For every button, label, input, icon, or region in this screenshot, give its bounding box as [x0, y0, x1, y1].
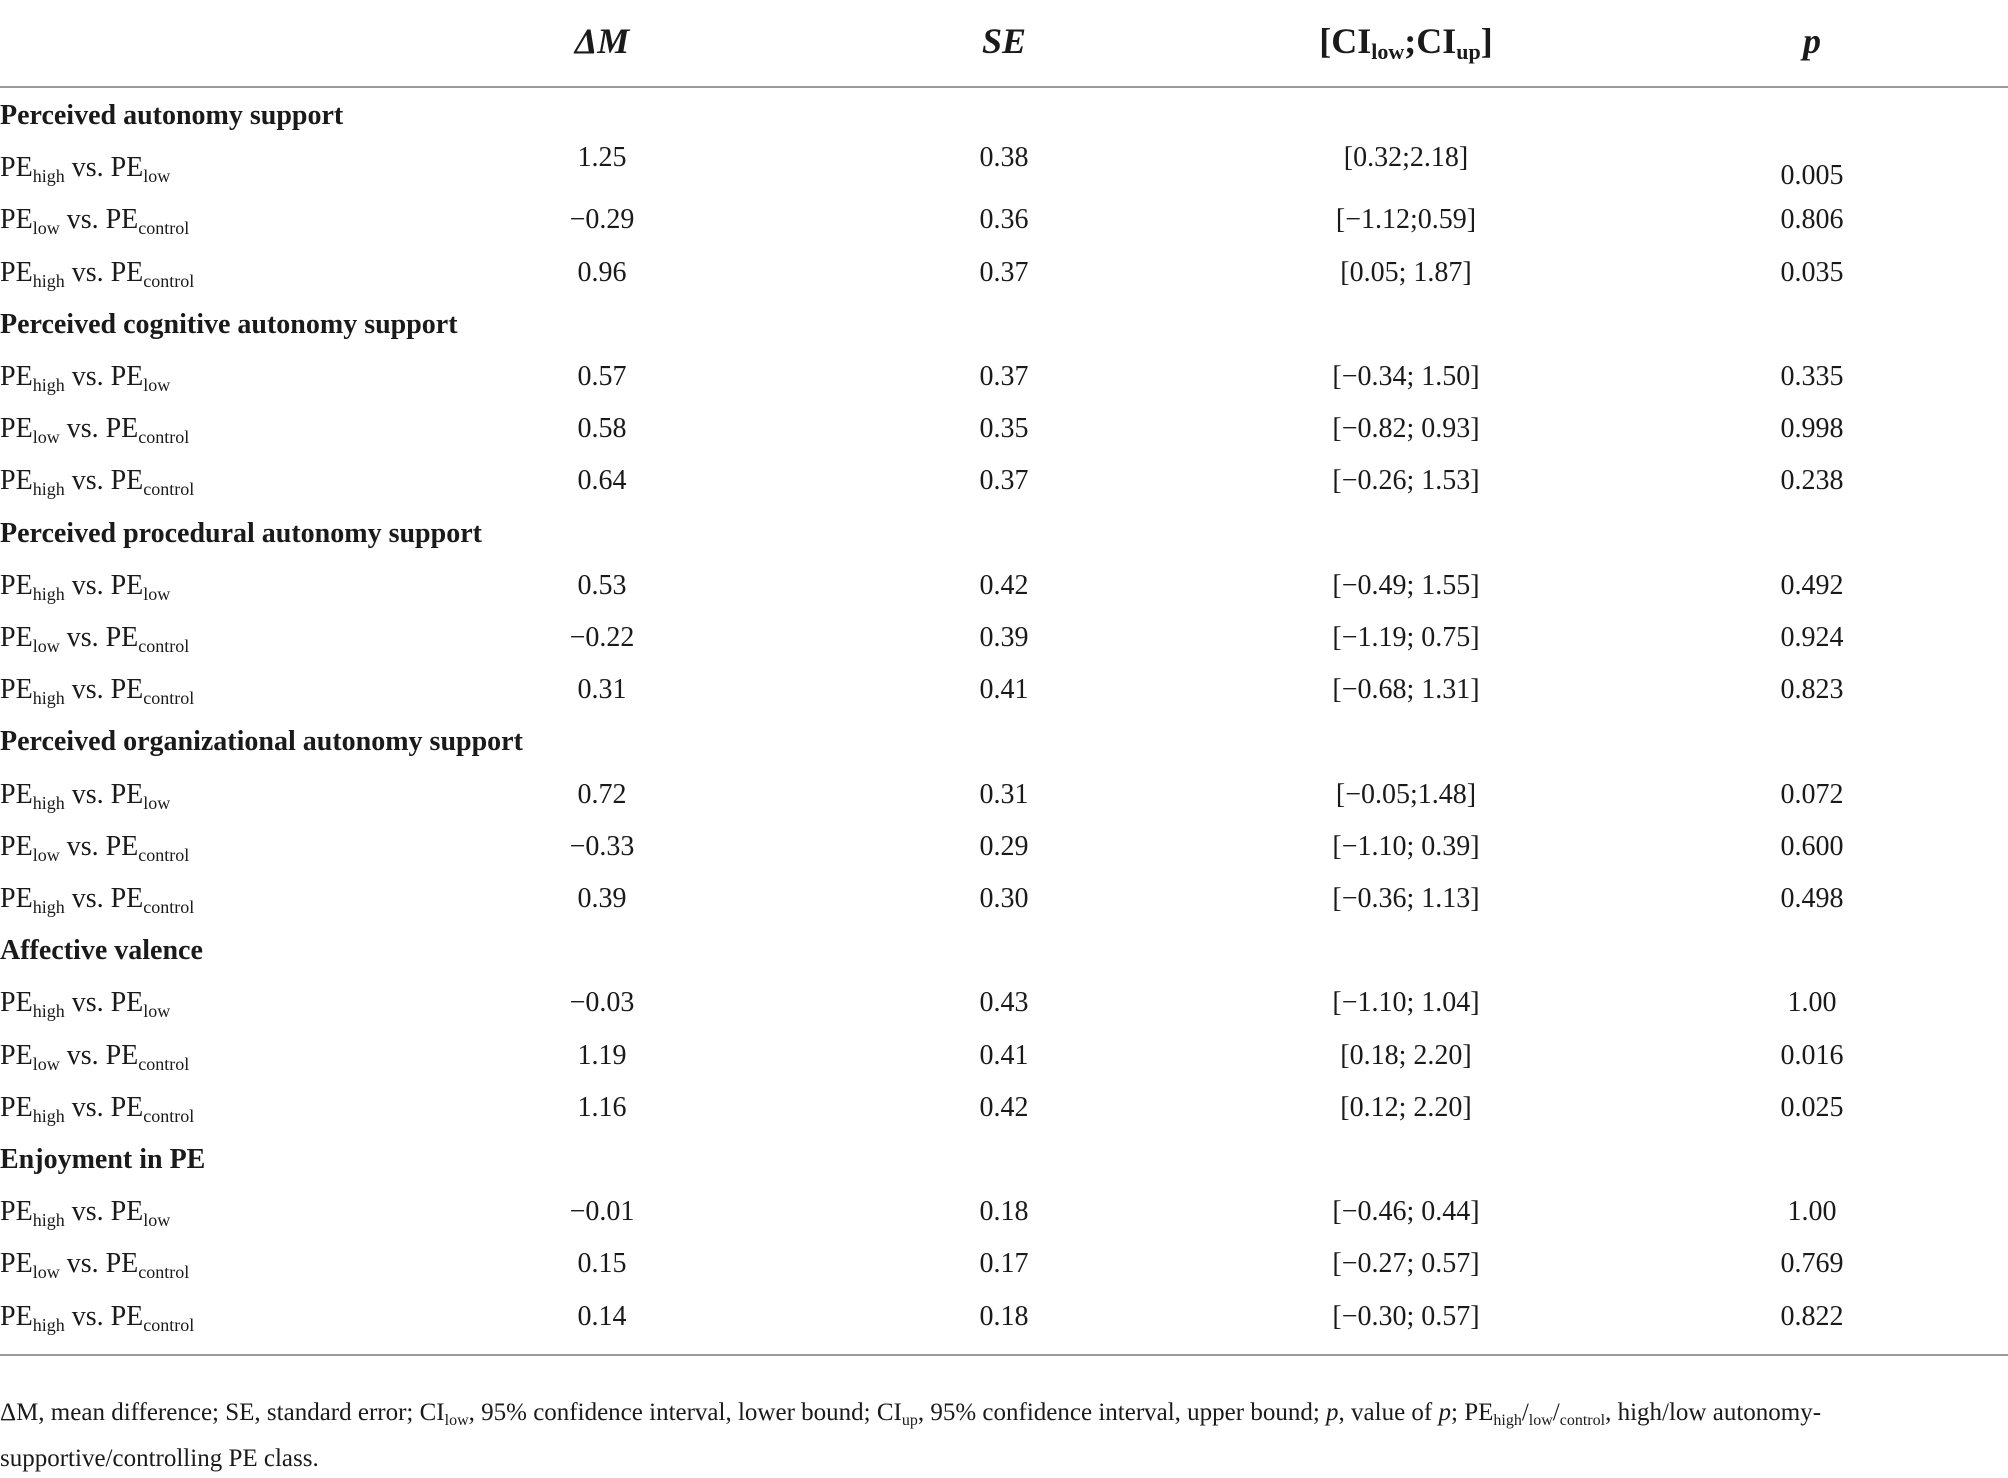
section-row [0, 927, 2008, 979]
cell-p: 0.600 [1780, 830, 1844, 862]
comparison-group-a-sub: high [32, 479, 65, 500]
cell-delta-m: 0.31 [577, 674, 627, 706]
section-row [0, 1136, 2008, 1188]
comparison-vs: vs. [59, 622, 106, 653]
footnote-text: , value of [1338, 1399, 1439, 1426]
section-row [0, 92, 2008, 144]
comparison-group-a: PE [0, 569, 33, 601]
cell-ci: [−0.05;1.48] [1335, 778, 1477, 810]
cell-delta-m: 0.57 [577, 361, 627, 392]
table-bottom-rule [0, 1354, 2008, 1356]
comparison-label [0, 1196, 170, 1231]
table-row [0, 1084, 2008, 1136]
comparison-label [0, 361, 170, 396]
comparison-label [0, 152, 170, 187]
footnote-italic-p: p [1326, 1399, 1339, 1426]
comparison-group-b-sub: low [143, 792, 171, 813]
comparison-group-b: PE [105, 1248, 139, 1280]
comparison-label [0, 1248, 189, 1283]
cell-p: 0.238 [1780, 465, 1844, 497]
comparison-group-b: PE [105, 622, 139, 653]
comparison-group-a: PE [0, 361, 33, 392]
comparison-vs: vs. [59, 204, 106, 236]
section-title: Affective valence [0, 935, 203, 967]
footnote-italic-p: p [1438, 1399, 1452, 1426]
cell-delta-m: −0.22 [569, 622, 635, 653]
cell-delta-m: 1.16 [577, 1091, 627, 1123]
cell-se: 0.36 [979, 204, 1029, 236]
comparison-group-b-sub: low [143, 1210, 171, 1231]
ci-header-open: [CI [1319, 21, 1372, 61]
cell-delta-m: 0.53 [577, 569, 627, 601]
comparison-group-b-sub: control [138, 1262, 190, 1283]
comparison-vs: vs. [64, 883, 111, 914]
footnote-text: ; PE [1451, 1399, 1494, 1426]
cell-ci: [−1.19; 0.75] [1332, 622, 1480, 653]
footnote-sub: high [1493, 1412, 1522, 1429]
cell-delta-m: −0.33 [569, 830, 635, 862]
cell-delta-m: −0.29 [569, 204, 635, 236]
cell-ci: [−0.34; 1.50] [1332, 361, 1480, 392]
comparison-label [0, 622, 189, 657]
cell-p: 0.072 [1780, 778, 1844, 810]
col-header-se: SE [981, 21, 1027, 61]
comparison-group-a-sub: low [32, 427, 60, 448]
comparison-group-b: PE [110, 883, 144, 914]
cell-delta-m: 0.39 [577, 883, 627, 914]
table-header-row [0, 0, 2008, 88]
cell-se: 0.43 [979, 987, 1029, 1019]
comparison-group-a: PE [0, 883, 33, 914]
cell-ci: [−0.27; 0.57] [1332, 1248, 1480, 1280]
comparison-group-a: PE [0, 1039, 33, 1071]
comparison-group-a: PE [0, 465, 33, 497]
ci-header-up-sub: up [1456, 39, 1481, 64]
comparison-vs: vs. [64, 987, 111, 1019]
comparison-vs: vs. [64, 569, 111, 601]
comparison-vs: vs. [64, 256, 111, 288]
cell-delta-m: 0.15 [577, 1248, 627, 1280]
comparison-group-b: PE [110, 152, 144, 184]
table-row [0, 875, 2008, 927]
comparison-group-b: PE [110, 1300, 144, 1332]
cell-ci: [0.32;2.18] [1343, 142, 1469, 174]
footnote-sub: low [1528, 1412, 1553, 1429]
comparison-label [0, 1301, 194, 1336]
comparison-group-b: PE [110, 1196, 144, 1228]
cell-p: 0.005 [1780, 160, 1844, 192]
comparison-group-b: PE [105, 204, 139, 236]
comparison-label [0, 987, 170, 1022]
comparison-group-a-sub: high [32, 1314, 65, 1335]
cell-ci: [−0.46; 0.44] [1332, 1196, 1480, 1228]
cell-delta-m: 0.64 [577, 465, 627, 497]
footnote-sub: low [444, 1412, 469, 1429]
comparison-group-b: PE [110, 987, 144, 1019]
comparison-group-a: PE [0, 987, 33, 1019]
comparison-group-b-sub: control [143, 897, 195, 917]
comparison-group-b: PE [110, 1091, 144, 1123]
comparison-group-b: PE [110, 465, 144, 497]
cell-ci: [−1.10; 1.04] [1332, 987, 1480, 1019]
cell-p: 0.822 [1780, 1300, 1844, 1332]
comparison-vs: vs. [64, 674, 111, 706]
cell-p: 0.335 [1780, 361, 1844, 392]
comparison-label [0, 465, 194, 500]
comparison-group-a-sub: high [32, 270, 65, 291]
cell-se: 0.42 [979, 569, 1029, 601]
comparison-vs: vs. [64, 361, 111, 392]
cell-delta-m: 1.25 [577, 142, 627, 174]
comparison-group-a-sub: high [32, 1001, 65, 1022]
comparison-vs: vs. [64, 778, 111, 810]
table-row [0, 144, 2008, 196]
footnote-sub: up [901, 1412, 918, 1429]
section-title: Enjoyment in PE [0, 1144, 206, 1175]
comparison-label [0, 1040, 189, 1075]
cell-se: 0.39 [979, 622, 1029, 653]
table-row [0, 823, 2008, 875]
comparison-label [0, 883, 194, 918]
table-footnote [0, 1394, 1960, 1478]
table-row [0, 1032, 2008, 1084]
comparison-group-b: PE [105, 1039, 139, 1071]
table-row [0, 405, 2008, 457]
table-row [0, 666, 2008, 718]
comparison-group-a: PE [0, 1300, 33, 1332]
cell-ci: [−0.68; 1.31] [1332, 674, 1480, 706]
comparison-group-a-sub: high [32, 1105, 65, 1126]
section-row [0, 718, 2008, 770]
comparison-label [0, 674, 194, 709]
cell-ci: [0.12; 2.20] [1340, 1091, 1472, 1123]
comparison-group-b-sub: control [143, 688, 195, 709]
cell-ci: [−0.49; 1.55] [1332, 569, 1480, 601]
col-header-delta-m: ΔM [574, 21, 630, 61]
cell-se: 0.18 [979, 1196, 1029, 1228]
cell-se: 0.35 [979, 413, 1029, 445]
comparison-group-a-sub: high [32, 375, 65, 395]
section-row [0, 510, 2008, 562]
footnote-text: , high/low autonomy-supportive/controlling PE class. [0, 1399, 1822, 1472]
comparison-group-a-sub: high [32, 166, 65, 187]
comparison-group-a-sub: low [32, 1262, 60, 1283]
comparison-group-a-sub: high [32, 897, 65, 917]
comparison-vs: vs. [64, 465, 111, 497]
cell-delta-m: 0.14 [577, 1300, 627, 1332]
comparison-vs: vs. [64, 152, 111, 184]
cell-p: 0.016 [1780, 1039, 1844, 1071]
table-row [0, 614, 2008, 666]
cell-ci: [−1.12;0.59] [1335, 204, 1477, 236]
table-row [0, 353, 2008, 405]
comparison-group-b: PE [110, 361, 144, 392]
comparison-group-a: PE [0, 256, 33, 288]
section-title: Perceived procedural autonomy support [0, 517, 482, 549]
cell-se: 0.42 [979, 1091, 1029, 1123]
comparison-group-a: PE [0, 152, 33, 184]
comparison-group-b-sub: low [143, 583, 171, 604]
cell-p: 0.998 [1780, 413, 1844, 445]
table-row [0, 979, 2008, 1031]
footnote-text: ΔM, mean difference; SE, standard error; CI [0, 1399, 445, 1426]
comparison-group-b-sub: control [143, 270, 195, 291]
footnote-text: , 95% confidence interval, lower bound; CI [468, 1399, 902, 1426]
comparison-group-b: PE [105, 413, 139, 445]
table-row [0, 196, 2008, 248]
ci-header-close: ] [1480, 21, 1493, 61]
comparison-label [0, 204, 189, 239]
cell-ci: [−0.26; 1.53] [1332, 465, 1480, 497]
comparison-group-b-sub: low [143, 166, 171, 187]
cell-se: 0.17 [979, 1248, 1029, 1280]
comparison-group-a: PE [0, 622, 33, 653]
cell-p: 0.498 [1780, 883, 1844, 914]
cell-delta-m: 1.19 [577, 1039, 627, 1071]
comparison-vs: vs. [64, 1091, 111, 1123]
comparison-label [0, 831, 189, 866]
comparison-group-a-sub: high [32, 792, 65, 813]
cell-se: 0.41 [979, 674, 1029, 706]
footnote-sub: control [1559, 1412, 1606, 1429]
comparison-vs: vs. [59, 413, 106, 445]
table-row [0, 457, 2008, 509]
comparison-group-a: PE [0, 1196, 33, 1228]
cell-ci: [−0.82; 0.93] [1332, 413, 1480, 445]
comparison-group-b-sub: control [138, 844, 190, 865]
cell-delta-m: 0.96 [577, 256, 627, 288]
cell-p: 0.823 [1780, 674, 1844, 706]
section-title: Perceived organizational autonomy support [0, 726, 523, 758]
comparison-group-a: PE [0, 1091, 33, 1123]
comparison-group-b-sub: low [143, 1001, 171, 1022]
cell-p: 0.769 [1780, 1248, 1844, 1280]
comparison-group-a: PE [0, 204, 33, 236]
comparison-group-b-sub: control [143, 1314, 195, 1335]
footnote-text: / [1552, 1399, 1560, 1426]
cell-p: 1.00 [1787, 987, 1837, 1019]
cell-se: 0.31 [979, 778, 1029, 810]
section-title: Perceived cognitive autonomy support [0, 308, 458, 340]
comparison-label [0, 779, 170, 814]
comparison-vs: vs. [59, 1039, 106, 1071]
cell-p: 0.035 [1780, 256, 1844, 288]
comparison-group-b-sub: control [143, 1105, 195, 1126]
table-row [0, 562, 2008, 614]
comparison-group-a: PE [0, 413, 33, 445]
comparison-group-b: PE [110, 256, 144, 288]
cell-se: 0.37 [979, 361, 1029, 392]
comparison-label [0, 570, 170, 605]
cell-se: 0.41 [979, 1039, 1029, 1071]
cell-delta-m: −0.01 [569, 1196, 635, 1228]
comparison-label [0, 413, 189, 448]
comparison-group-a: PE [0, 830, 33, 862]
table-row [0, 1293, 2008, 1345]
cell-p: 0.924 [1780, 622, 1844, 653]
table-row [0, 1188, 2008, 1240]
cell-se: 0.18 [979, 1300, 1029, 1332]
cell-se: 0.37 [979, 256, 1029, 288]
comparison-group-b-sub: control [138, 427, 190, 448]
cell-delta-m: 0.58 [577, 413, 627, 445]
footnote-text: / [1521, 1399, 1529, 1426]
ci-header-low-sub: low [1371, 39, 1405, 64]
comparison-label [0, 1092, 194, 1127]
comparison-label [0, 257, 194, 292]
section-title: Perceived autonomy support [0, 100, 344, 131]
comparison-group-a-sub: low [32, 1053, 60, 1074]
comparison-group-a: PE [0, 674, 33, 706]
table-row [0, 1240, 2008, 1292]
cell-delta-m: −0.03 [569, 987, 635, 1019]
cell-se: 0.29 [979, 830, 1029, 862]
comparison-group-b-sub: control [143, 479, 195, 500]
cell-p: 0.025 [1780, 1091, 1844, 1123]
comparison-group-b-sub: control [138, 1053, 190, 1074]
comparison-group-b: PE [110, 569, 144, 601]
cell-p: 0.806 [1780, 204, 1844, 236]
comparison-group-b-sub: control [138, 218, 190, 239]
cell-se: 0.38 [979, 142, 1029, 174]
comparison-group-a-sub: high [32, 583, 65, 604]
comparison-group-b: PE [110, 778, 144, 810]
comparison-group-b-sub: low [143, 375, 171, 395]
col-header-ci [1319, 20, 1492, 65]
comparison-vs: vs. [59, 1248, 106, 1280]
comparison-group-b: PE [110, 674, 144, 706]
cell-p: 1.00 [1787, 1196, 1837, 1228]
cell-se: 0.37 [979, 465, 1029, 497]
comparison-vs: vs. [64, 1300, 111, 1332]
comparison-group-a-sub: high [32, 688, 65, 709]
comparison-group-a-sub: low [32, 844, 60, 865]
cell-ci: [0.18; 2.20] [1340, 1039, 1472, 1071]
cell-ci: [−0.36; 1.13] [1332, 883, 1480, 914]
comparison-vs: vs. [59, 830, 106, 862]
comparison-group-a-sub: high [32, 1210, 65, 1231]
cell-ci: [−1.10; 0.39] [1332, 830, 1480, 862]
cell-se: 0.30 [979, 883, 1029, 914]
cell-p: 0.492 [1780, 569, 1844, 601]
cell-ci: [−0.30; 0.57] [1332, 1300, 1480, 1332]
comparison-group-a: PE [0, 778, 33, 810]
table-row [0, 249, 2008, 301]
comparison-vs: vs. [64, 1196, 111, 1228]
comparison-group-a-sub: low [32, 636, 60, 656]
ci-header-sep: ;CI [1404, 21, 1457, 61]
comparison-group-b: PE [105, 830, 139, 862]
comparison-group-a: PE [0, 1248, 33, 1280]
section-row [0, 301, 2008, 353]
cell-delta-m: 0.72 [577, 778, 627, 810]
col-header-p: p [1803, 21, 1821, 61]
table-row [0, 771, 2008, 823]
cell-ci: [0.05; 1.87] [1340, 256, 1472, 288]
footnote-text: , 95% confidence interval, upper bound; [917, 1399, 1327, 1426]
comparison-group-b-sub: control [138, 636, 190, 656]
comparison-group-a-sub: low [32, 218, 60, 239]
